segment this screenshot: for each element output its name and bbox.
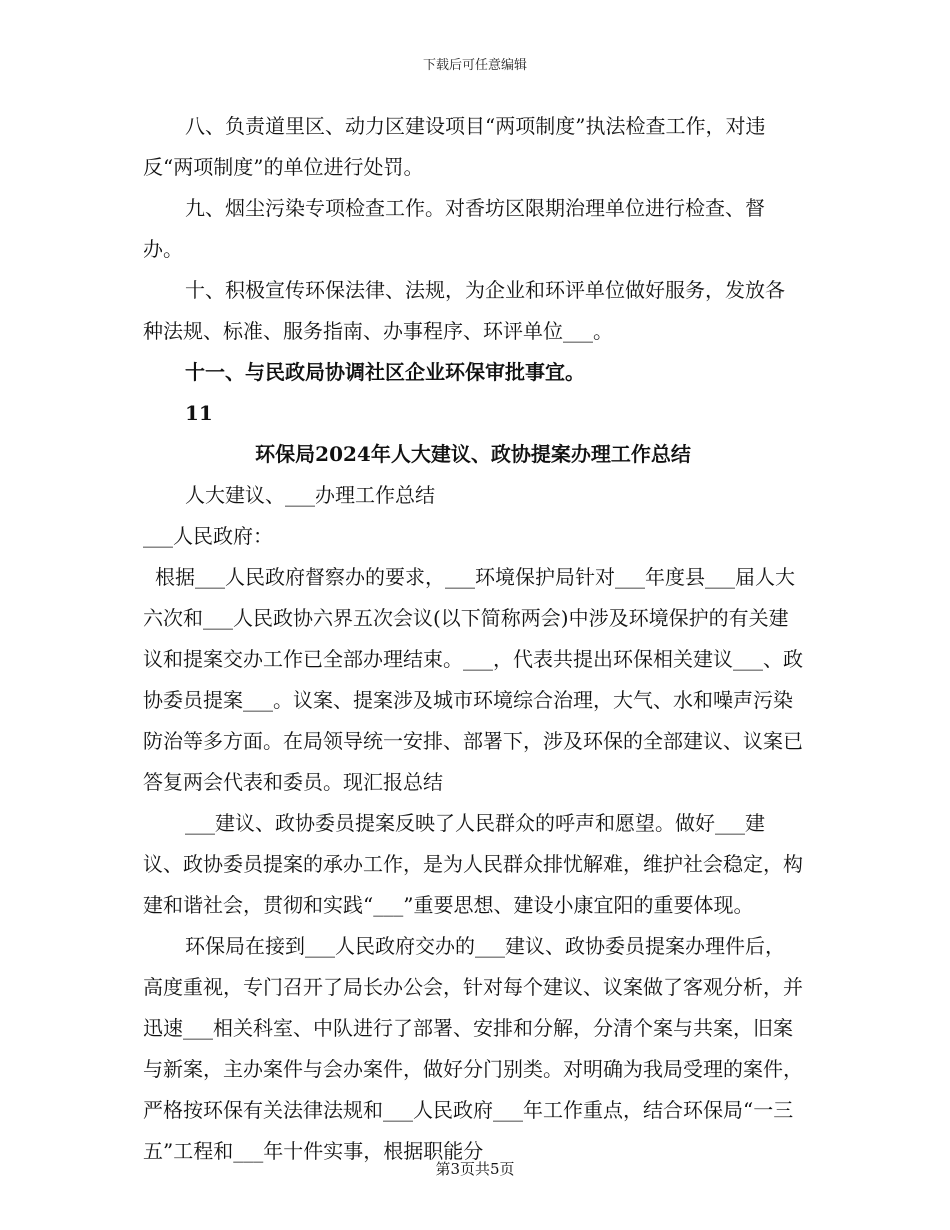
salutation: ___人民政府：: [143, 524, 273, 548]
body-paragraph-1: 根据___人民政府督察办的要求，___环境保护局针对___年度县___届人大六次和___人民政协六界五次会议(以下简称两会)中涉及环境保护的有关建议和提案交办工作已全部办理结束。___，代表共提出环保相关建议___、政协委员提案___。议案、提案涉及城市环境综合治理，大气、水和噪声污染防治等多方面。在局领导统一安排、部署下，涉及环保的全部建议、议案已答复两会代表和委员。现汇报总结: [143, 565, 803, 794]
page-header: 下载后可任意编辑: [422, 58, 527, 73]
paragraph-item-10: 十、积极宣传环保法律、法规，为企业和环评单位做好服务，发放各种法规、标准、服务指南、办事程序、环评单位___。: [143, 278, 785, 343]
document-body: [143, 106, 803, 1172]
section-number: 11: [185, 401, 213, 425]
page-footer: 第3页共5页: [435, 1160, 515, 1178]
body-paragraph-2: ___建议、政协委员提案反映了人民群众的呼声和愿望。做好___建议、政协委员提案的承办工作，是为人民群众排忧解难，维护社会稳定，构建和谐社会，贯彻和实践“___”重要思想、建设小康宜阳的重要体现。: [143, 811, 803, 917]
paragraph-item-11: 十一、与民政局协调社区企业环保审批事宜。: [185, 360, 585, 384]
paragraph-item-8: 八、负责道里区、动力区建设项目“两项制度”执法检查工作，对违反“两项制度”的单位进行处罚。: [143, 114, 766, 179]
body-paragraph-3: 环保局在接到___人民政府交办的___建议、政协委员提案办理件后，高度重视，专门召开了局长办公会，针对每个建议、议案做了客观分析，并迅速___相关科室、中队进行了部署、安排和分解，分清个案与共案，旧案与新案，主办案件与会办案件，做好分门别类。对明确为我局受理的案件，严格按环保有关法律法规和___人民政府___年工作重点，结合环保局“一三五”工程和___年十件实事，根据职能分: [143, 934, 803, 1163]
paragraph-item-9: 九、烟尘污染专项检查工作。对香坊区限期治理单位进行检查、督办。: [143, 196, 765, 261]
document-subtitle: 人大建议、___办理工作总结: [185, 483, 435, 507]
document-title: 环保局2024年人大建议、政协提案办理工作总结: [255, 442, 691, 466]
